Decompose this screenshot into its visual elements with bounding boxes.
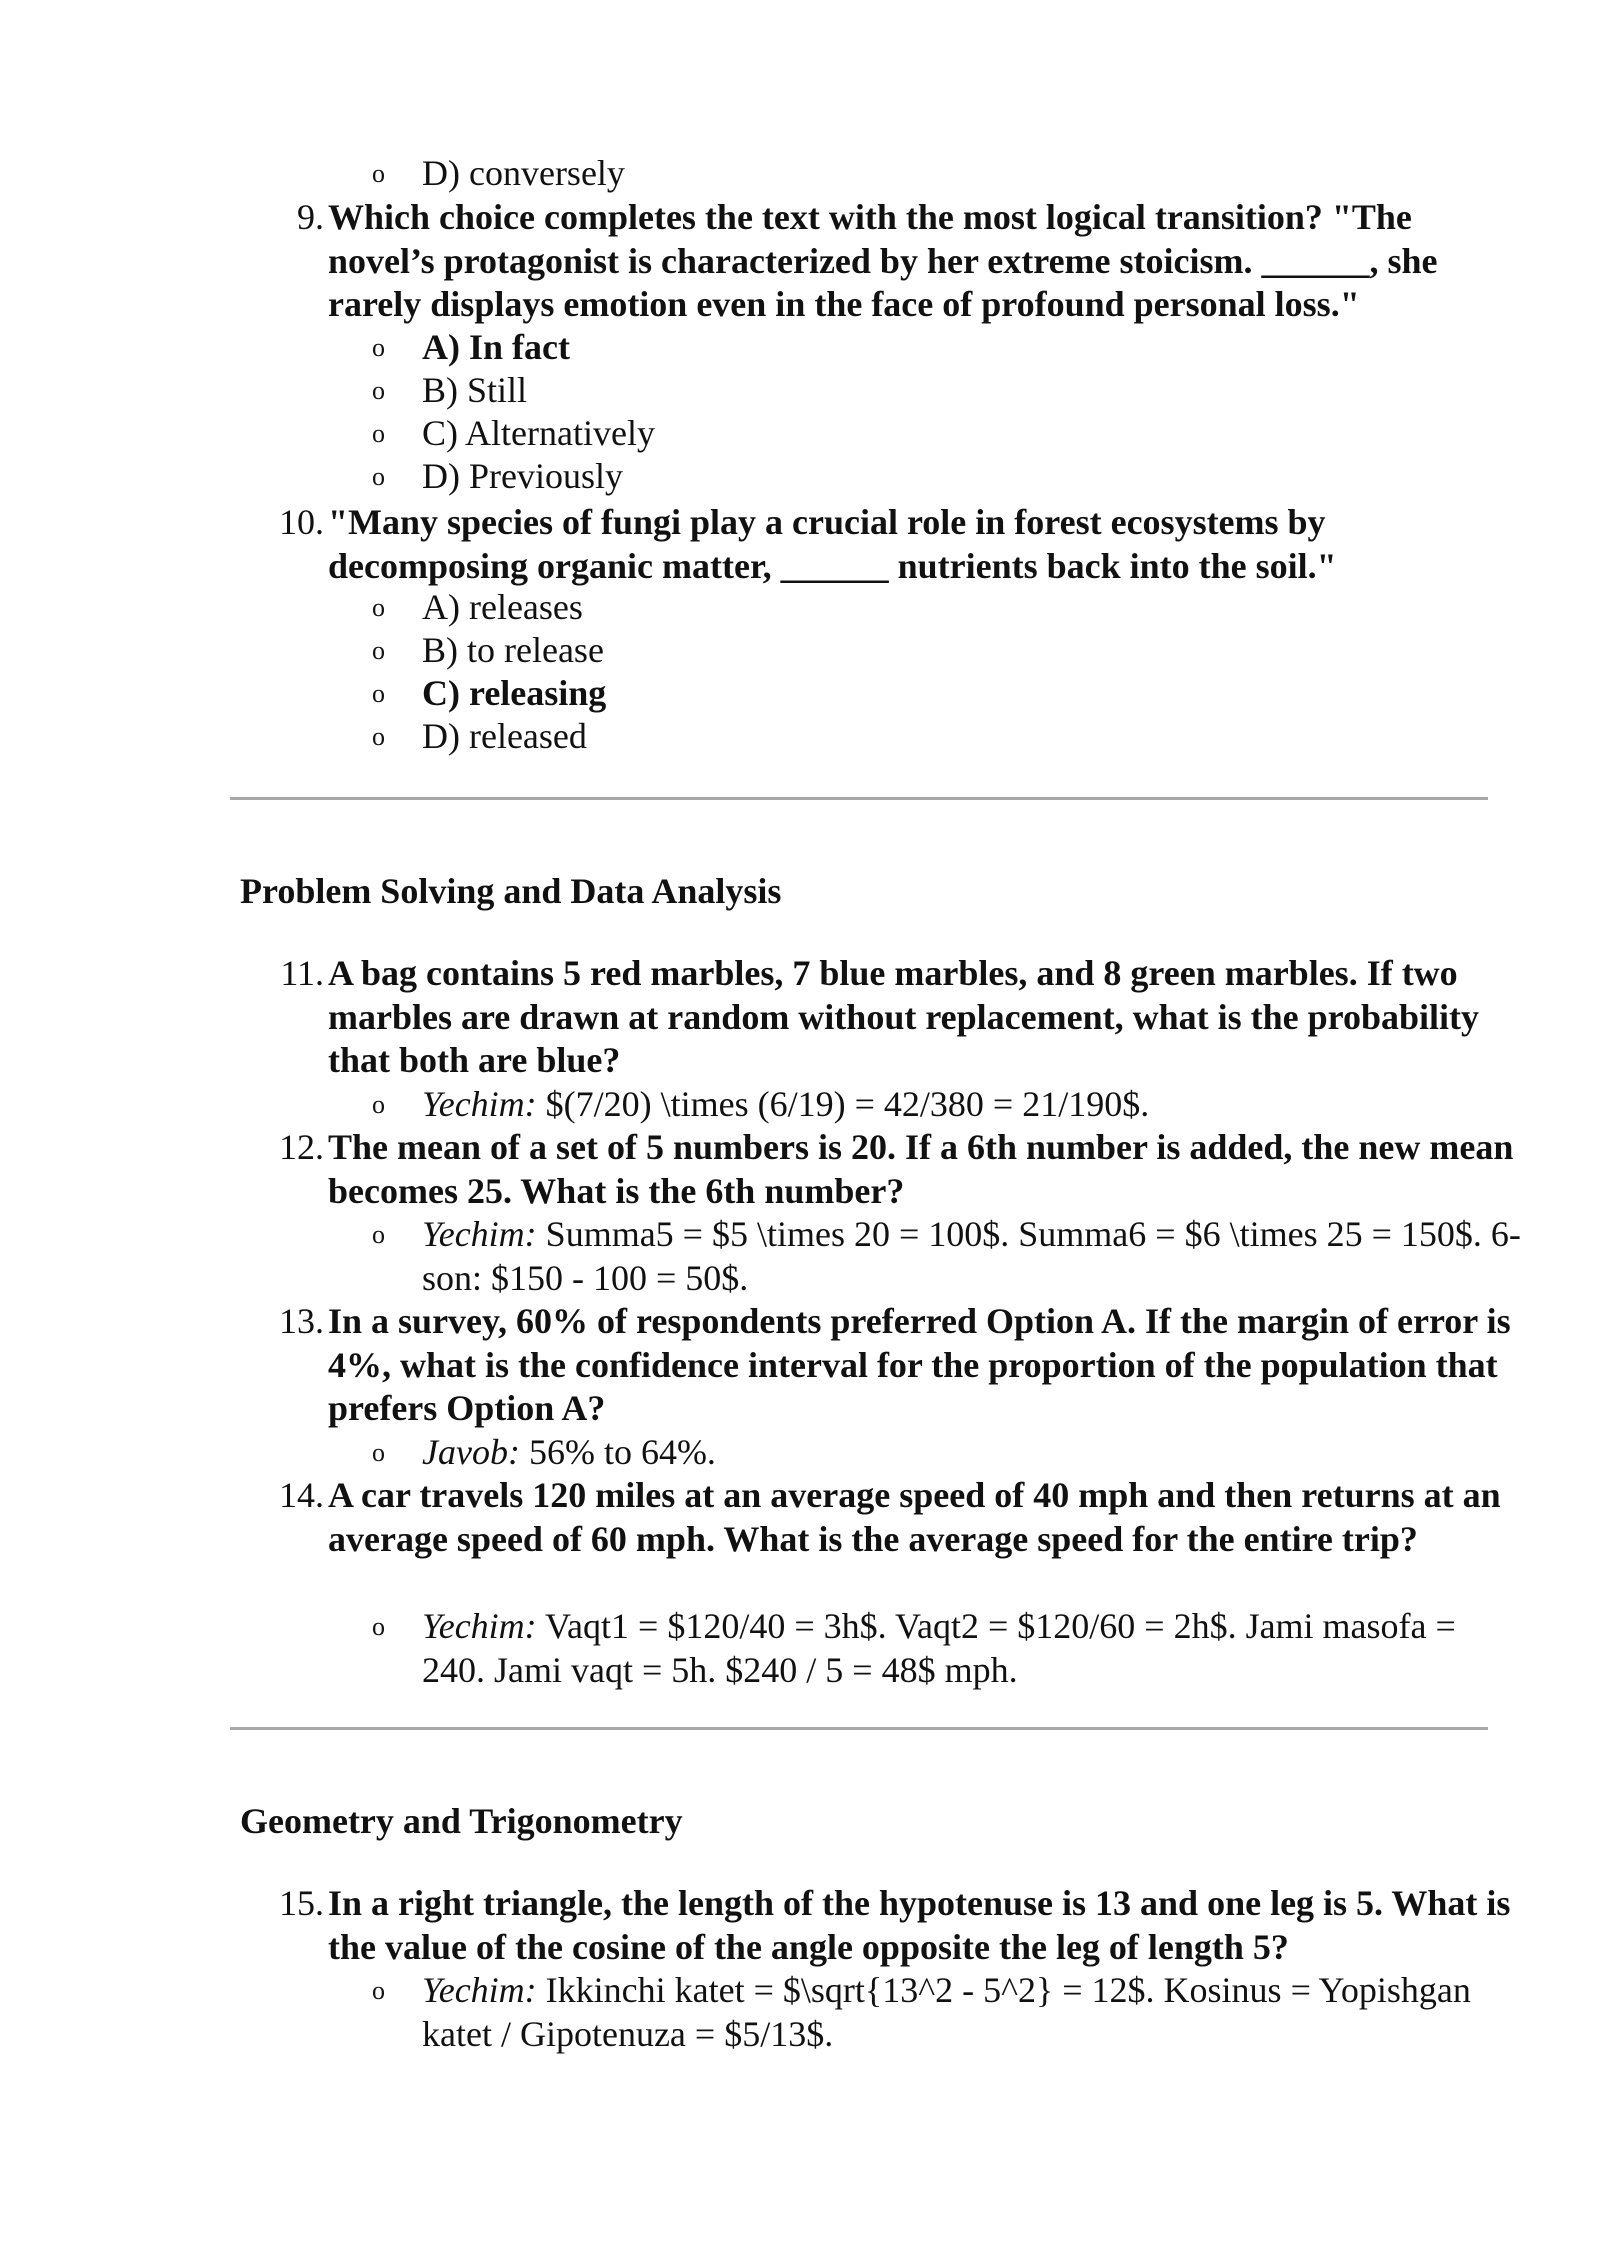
answer-text [422,1605,1522,1692]
answer-body: Vaqt1 = $120/40 = 3h$. Vaqt2 = $120/60 = 2h$. Jami masofa = 240. Jami vaqt = 5h. $240 / 5 = 48$ mph. [422,1606,1456,1690]
option-text: B) Still [422,370,528,410]
bullet-icon: o [372,679,385,708]
question-text: In a right triangle, the length of the hypotenuse is 13 and one leg is 5. What is the value of the cosine of the angle opposite the leg of length 5? [328,1883,1511,1967]
section-heading: Geometry and Trigonometry [240,1801,683,1841]
question-number: 15. [279,1883,324,1923]
answer-text [422,1213,1522,1300]
bullet-icon: o [372,1612,385,1641]
answer-body: 56% to 64%. [519,1432,716,1472]
question-number: 14. [279,1475,324,1515]
question-number: 11. [280,953,324,993]
answer-label: Yechim: [422,1970,537,2010]
answer-body: Ikkinchi katet = $\sqrt{13^2 - 5^2} = 12$. Kosinus = Yopishgan katet / Gipotenuza = $5/13$. [422,1970,1471,2054]
question-number: 12. [279,1127,324,1167]
answer-text [422,1969,1522,2056]
section-heading: Problem Solving and Data Analysis [240,871,782,911]
question-text: The mean of a set of 5 numbers is 20. If a 6th number is added, the new mean becomes 25. What is the 6th number? [328,1127,1514,1211]
question-text: A car travels 120 miles at an average speed of 40 mph and then returns at an average speed of 60 mph. What is the average speed for the entire trip? [328,1475,1501,1559]
question-number: 13. [279,1301,324,1341]
answer-body: Summa5 = $5 \times 20 = 100$. Summa6 = $6 \times 25 = 150$. 6-son: $150 - 100 = 50$. [422,1214,1521,1298]
option-text: B) to release [422,630,604,670]
section-divider [230,1727,1488,1730]
option-text: D) released [422,716,587,756]
bullet-icon: o [372,1220,385,1249]
bullet-icon: o [372,1438,385,1467]
answer-label: Yechim: [422,1214,537,1254]
answer-label: Yechim: [422,1606,537,1646]
answer-label: Javob: [422,1432,520,1472]
option-text: C) releasing [422,673,607,713]
option-text: C) Alternatively [422,413,655,453]
bullet-icon: o [372,159,385,188]
bullet-icon: o [372,593,385,622]
option-text: D) Previously [422,456,623,496]
question-text: A bag contains 5 red marbles, 7 blue marbles, and 8 green marbles. If two marbles are drawn at random without replacement, what is the probability that both are blue? [328,953,1479,1080]
question-text: "Many species of fungi play a crucial role in forest ecosystems by decomposing organic matter, ______ nutrients back into the soil." [328,502,1337,586]
question-text: Which choice completes the text with the most logical transition? "The novel’s protagonist is characterized by her extreme stoicism. ______, she rarely displays emotion even in the face of profound personal loss." [328,197,1438,324]
bullet-icon: o [372,1090,385,1119]
bullet-icon: o [372,722,385,751]
bullet-icon: o [372,376,385,405]
answer-label: Yechim: [422,1084,537,1124]
answer-text [422,1431,1522,1475]
bullet-icon: o [372,419,385,448]
question-text: In a survey, 60% of respondents preferred Option A. If the margin of error is 4%, what is the confidence interval for the proportion of the population that prefers Option A? [328,1301,1511,1428]
option-text: D) conversely [422,153,625,193]
question-number: 9. [297,197,324,237]
option-text: A) releases [422,587,583,627]
bullet-icon: o [372,1976,385,2005]
bullet-icon: o [372,636,385,665]
answer-body: $(7/20) \times (6/19) = 42/380 = 21/190$. [536,1084,1150,1124]
section-divider [230,797,1488,800]
answer-text [422,1083,1522,1127]
option-text: A) In fact [422,327,570,367]
bullet-icon: o [372,333,385,362]
question-number: 10. [279,502,324,542]
bullet-icon: o [372,462,385,491]
